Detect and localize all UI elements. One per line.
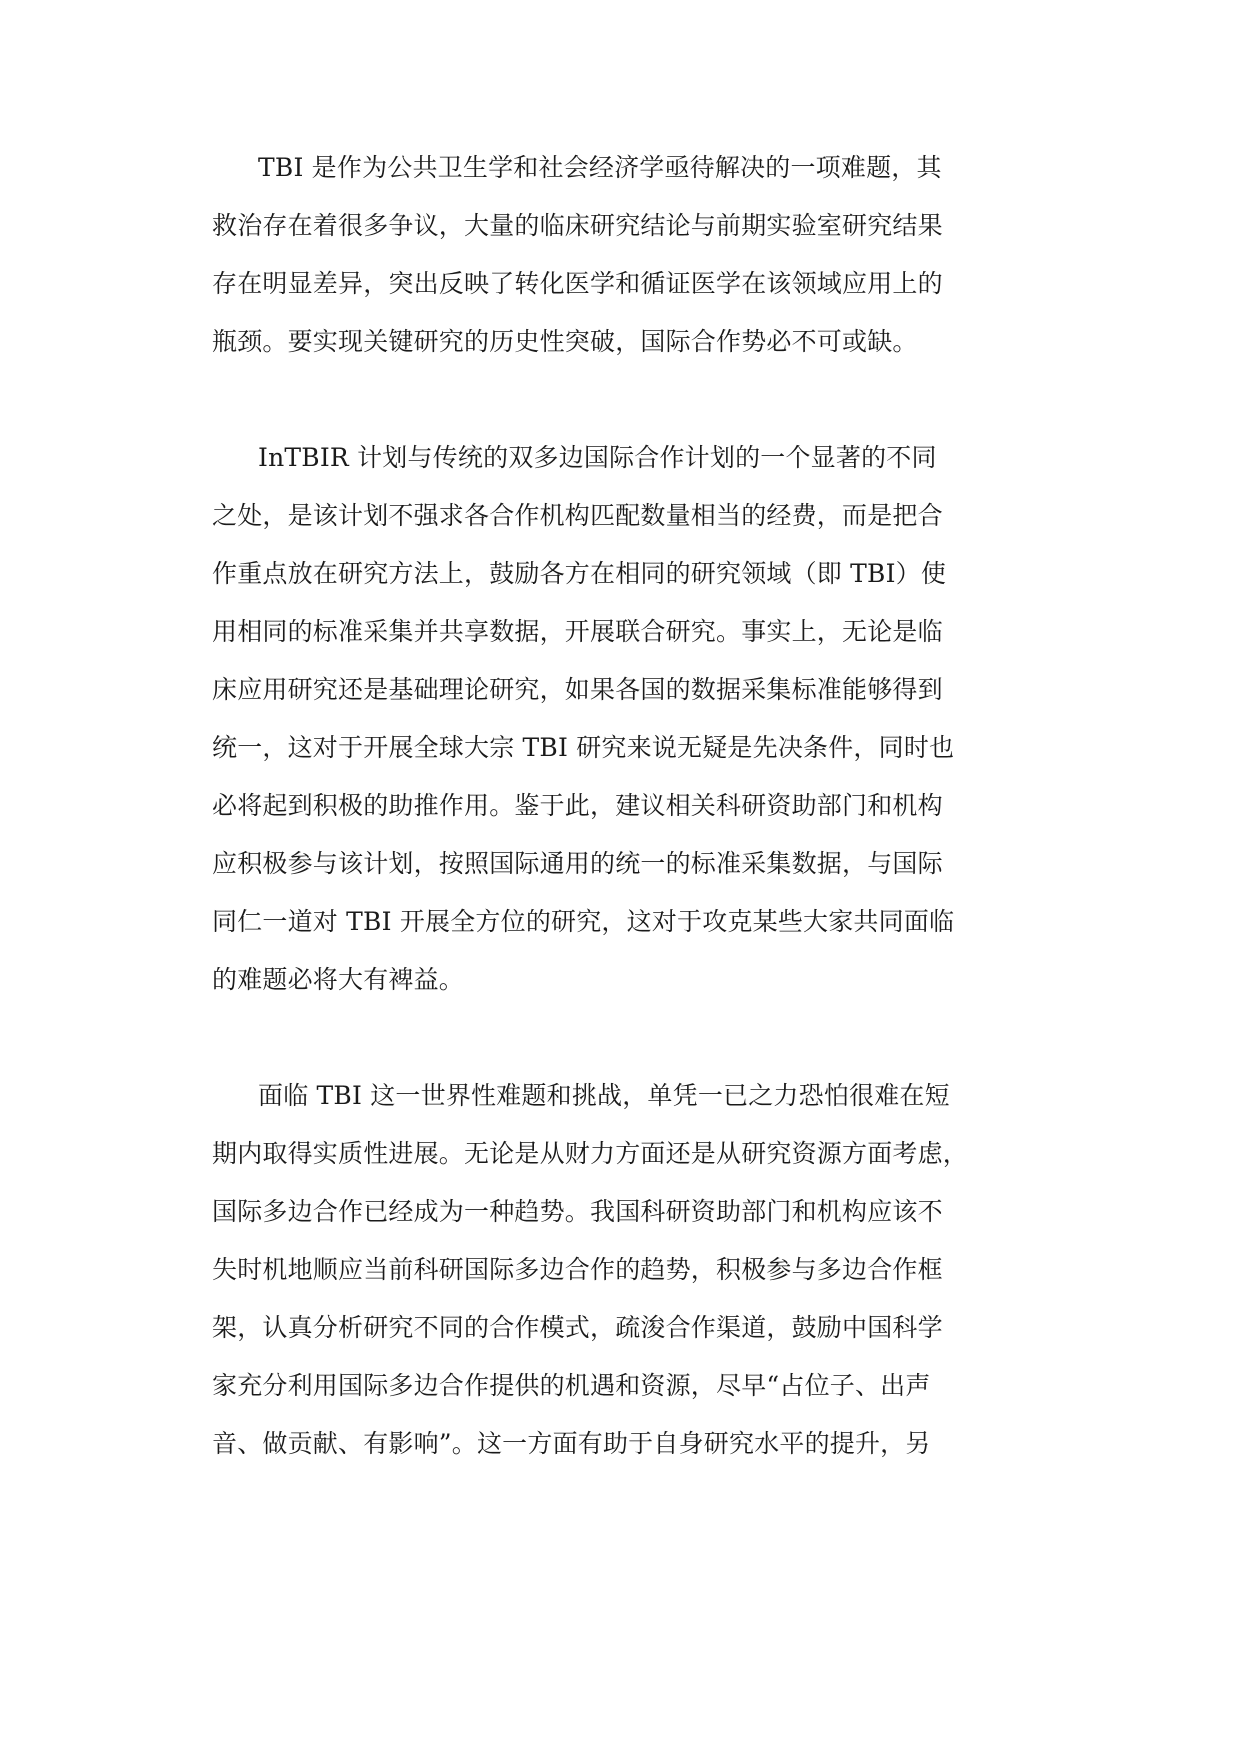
paragraph-line: 国际多边合作已经成为一种趋势。我国科研资助部门和机构应该不 [212,1197,943,1226]
paragraph-line: TBI 是作为公共卫生学和社会经济学亟待解决的一项难题，其 [258,153,942,182]
paragraph-line: 救治存在着很多争议，大量的临床研究结论与前期实验室研究结果 [212,211,943,240]
paragraph-line: 作重点放在研究方法上，鼓励各方在相同的研究领域（即 TBI）使 [212,559,947,588]
paragraph-line: 失时机地顺应当前科研国际多边合作的趋势，积极参与多边合作框 [212,1255,943,1284]
paragraph-line: 面临 TBI 这一世界性难题和挑战，单凭一已之力恐怕很难在短 [258,1081,950,1110]
paragraph-line: 家充分利用国际多边合作提供的机遇和资源，尽早“占位子、出声 [212,1371,931,1400]
paragraph-line: 之处，是该计划不强求各合作机构匹配数量相当的经费，而是把合 [212,501,943,530]
paragraph-line: 床应用研究还是基础理论研究，如果各国的数据采集标准能够得到 [212,675,943,704]
paragraph-line: 同仁一道对 TBI 开展全方位的研究，这对于攻克某些大家共同面临 [212,907,955,936]
paragraph-line: 的难题必将大有裨益。 [212,965,465,994]
paragraph-line: 必将起到积极的助推作用。鉴于此，建议相关科研资助部门和机构 [212,791,943,820]
paragraph-line: 统一，这对于开展全球大宗 TBI 研究来说无疑是先决条件，同时也 [212,733,955,762]
paragraph-line: 用相同的标准采集并共享数据，开展联合研究。事实上，无论是临 [212,617,943,646]
paragraph-line: 期内取得实质性进展。无论是从财力方面还是从研究资源方面考虑， [212,1139,969,1168]
paragraph-line: InTBIR 计划与传统的双多边国际合作计划的一个显著的不同 [258,443,937,472]
paragraph-line: 应积极参与该计划，按照国际通用的统一的标准采集数据，与国际 [212,849,943,878]
paragraph-line: 瓶颈。要实现关键研究的历史性突破，国际合作势必不可或缺。 [212,327,918,356]
paragraph-line: 架，认真分析研究不同的合作模式，疏浚合作渠道，鼓励中国科学 [212,1313,943,1342]
paragraph-line: 存在明显差异，突出反映了转化医学和循证医学在该领域应用上的 [212,269,943,298]
paragraph-line: 音、做贡献、有影响”。这一方面有助于自身研究水平的提升，另 [212,1429,931,1458]
